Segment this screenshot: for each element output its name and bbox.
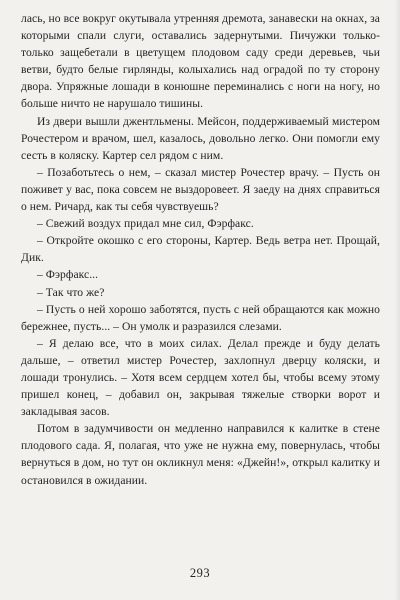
page-number: 293: [189, 566, 211, 580]
paragraph: – Я делаю все, что в моих силах. Делал прежде и буду делать дальше, – ответил мистер Рочестер, захлопнул дверцу коляски, и лошади тронулись. – Хотя всем сердцем хотел бы, чтобы всему этому пришел конец, – добавил он, закрывая тяжелые створки ворот и закладывая засов.: [21, 336, 380, 419]
paragraph: Из двери вышли джентльмены. Мейсон, поддерживаемый мистером Рочестером и врачом, шел, казалось, довольно легко. Они помогли ему сесть в коляску. Картер сел рядом с ним.: [21, 114, 380, 162]
paragraph: – Позаботьтесь о нем, – сказал мистер Рочестер врачу. – Пусть он поживет у вас, пока совсем не выздоровеет. Я заеду на днях справиться о нем. Ричард, как ты себя чувствуешь?: [21, 165, 380, 214]
page-edge-shadow: [394, 0, 400, 600]
paragraph: – Откройте окошко с его стороны, Картер. Ведь ветра нет. Прощай, Дик.: [21, 234, 380, 265]
paragraph: – Свежий воздух придал мне сил, Фэрфакс.: [37, 217, 254, 231]
paragraph: – Так что же?: [37, 285, 105, 299]
paragraph: лась, но все вокруг окутывала утренняя дремота, занавески на окнах, за которыми спали слуги, оставались задернутыми. Пичужки только-только защебетали в цветущем плодовом саду среди деревьев, чьи ветви, будто белые гирлянды, колыхались над оградой по ту сторону двора. Упряжные лошади в конюшне переминались с ноги на ногу, но больше ничто не нарушало тишины.: [21, 12, 380, 111]
page-body-text: [21, 10, 380, 489]
paragraph: Потом в задумчивости он медленно направился к калитке в стене плодового сада. Я, полагая, что уже не нужна ему, повернулась, чтобы вернуться в дом, но тут он окликнул меня: «Джейн!», открыл калитку и остановился в ожидании.: [21, 422, 380, 487]
paragraph: – Фэрфакс...: [37, 268, 99, 282]
paragraph: – Пусть о ней хорошо заботятся, пусть с ней обращаются как можно бережнее, пусть... – Он умолк и разразился слезами.: [21, 302, 380, 333]
